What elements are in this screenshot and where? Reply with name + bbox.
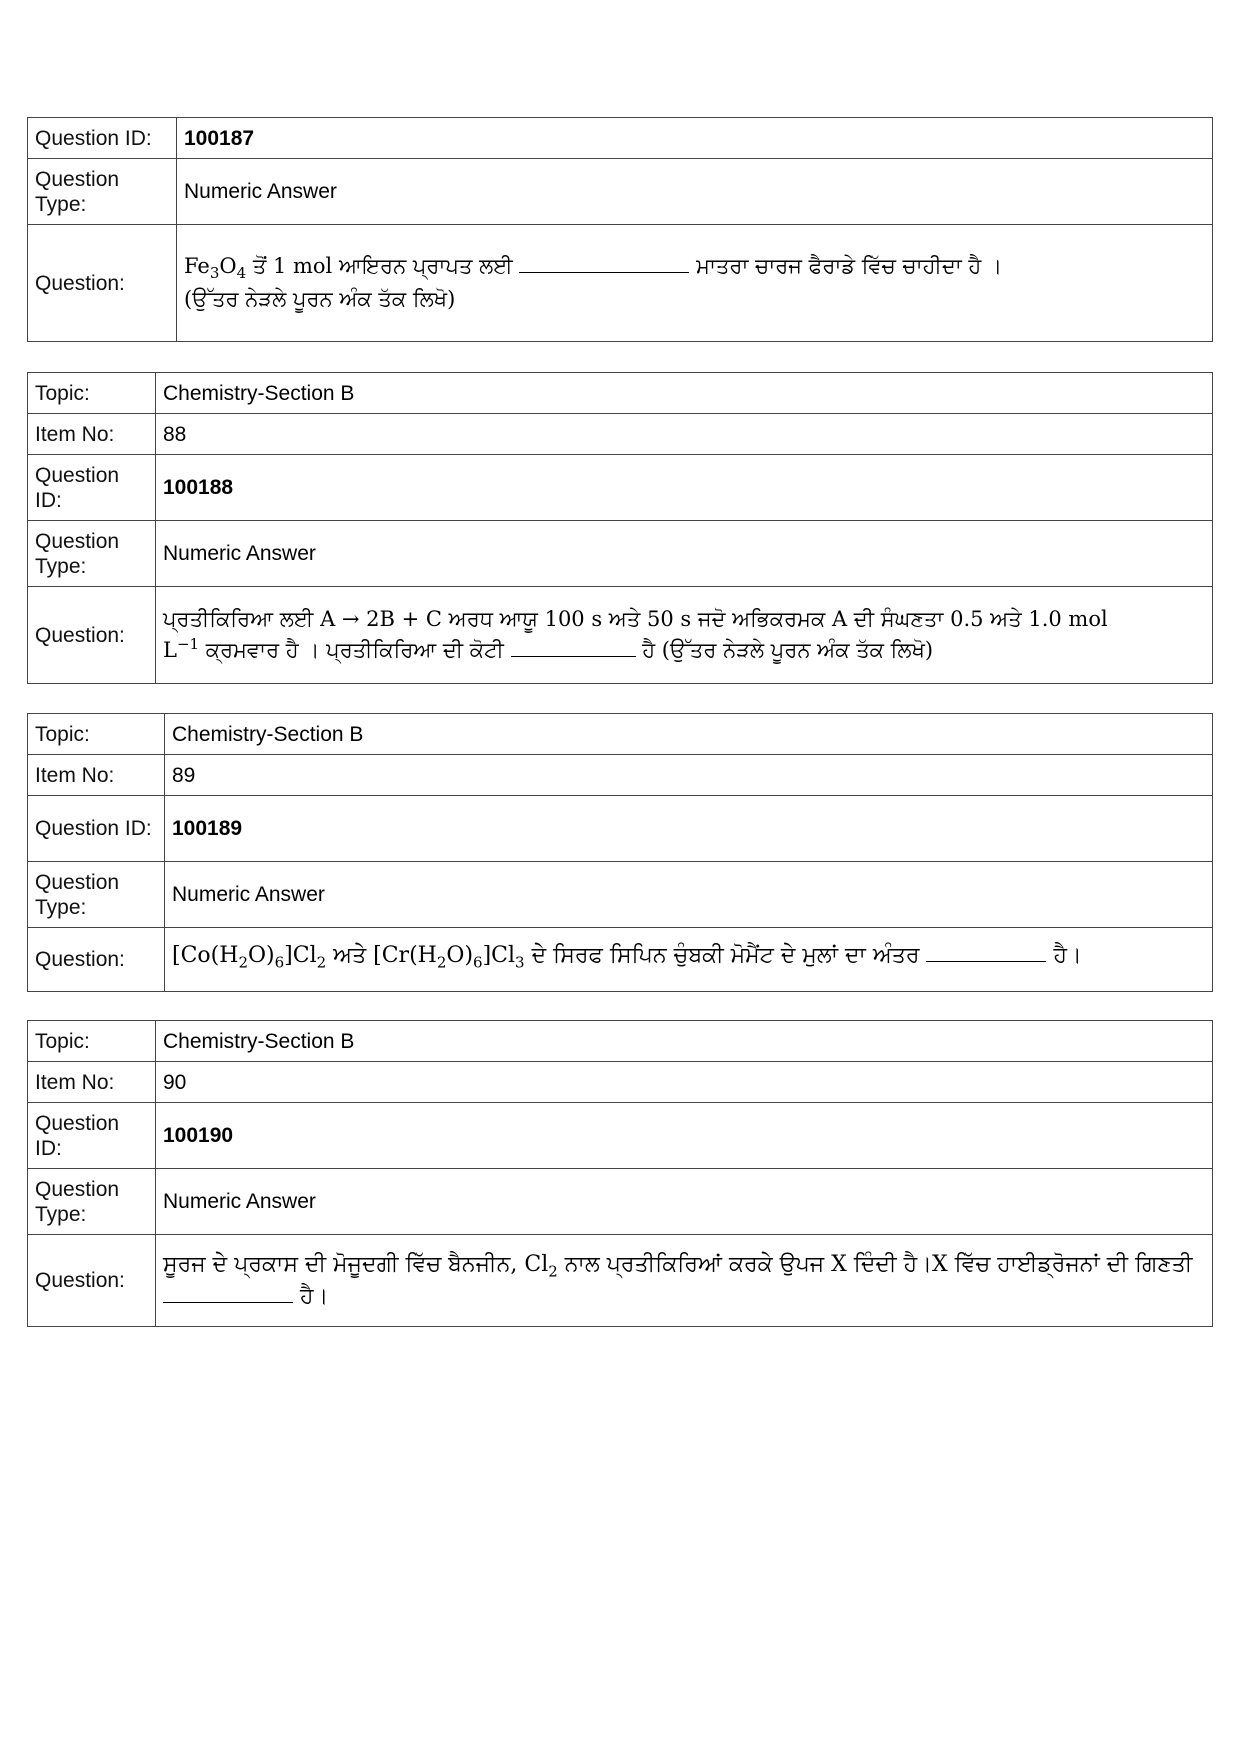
question-id-value: 100188 (156, 455, 1213, 521)
question-text: $[Co(H_2O)_6]Cl_2$ ਅਤੇ $[Cr(H_2O)_6]Cl_3$ ਦੇ ਸਿਰਫ ਸਿਪਿਨ ਚੁੰਬਕੀ ਮੋਮੈਂਟ ਦੇ ਮੁਲਾਂ ਦਾ ਅੰਤਰ ਹੈ। (165, 928, 1213, 992)
topic-value: Chemistry-Section B (165, 714, 1213, 755)
item-no-label: Item No: (28, 414, 156, 455)
question-block-100190 (27, 1020, 1213, 1327)
answer-blank (926, 960, 1046, 962)
answer-blank (511, 655, 636, 657)
question-label: Question: (28, 1235, 156, 1327)
answer-blank (163, 1301, 293, 1303)
question-id-label: Question ID: (28, 118, 177, 159)
topic-value: Chemistry-Section B (156, 373, 1213, 414)
question-id-value: 100189 (165, 796, 1213, 862)
question-type-label: Question Type: (28, 521, 156, 587)
question-block-100187 (27, 117, 1213, 342)
topic-label: Topic: (28, 373, 156, 414)
question-type-value: Numeric Answer (177, 159, 1213, 225)
question-block-100189 (27, 713, 1213, 992)
question-type-value: Numeric Answer (165, 862, 1213, 928)
question-label: Question: (28, 225, 177, 342)
question-type-label: Question Type: (28, 862, 165, 928)
item-no-label: Item No: (28, 1062, 156, 1103)
topic-value: Chemistry-Section B (156, 1021, 1213, 1062)
question-type-value: Numeric Answer (156, 521, 1213, 587)
item-no-label: Item No: (28, 755, 165, 796)
topic-label: Topic: (28, 714, 165, 755)
question-label: Question: (28, 928, 165, 992)
question-type-label: Question Type: (28, 1169, 156, 1235)
topic-label: Topic: (28, 1021, 156, 1062)
item-no-value: 90 (156, 1062, 1213, 1103)
item-no-value: 88 (156, 414, 1213, 455)
question-id-label: Question ID: (28, 796, 165, 862)
question-id-label: Question ID: (28, 455, 156, 521)
question-text: $Fe_3O_4$ ਤੋਂ 1 mol ਆਇਰਨ ਪ੍ਰਾਪਤ ਲਈ ਮਾਤਰਾ ਚਾਰਜ ਫੈਰਾਡੇ ਵਿੱਚ ਚਾਹੀਦਾ ਹੈ । (ਉੱਤਰ ਨੇੜਲੇ ਪੂਰਨ ਅੰਕ ਤੱਕ ਲਿਖੋ) (177, 225, 1213, 342)
question-id-label: Question ID: (28, 1103, 156, 1169)
question-id-value: 100187 (177, 118, 1213, 159)
question-type-label: Question Type: (28, 159, 177, 225)
question-id-value: 100190 (156, 1103, 1213, 1169)
question-block-100188 (27, 372, 1213, 684)
question-label: Question: (28, 587, 156, 684)
question-text: ਸੂਰਜ ਦੇ ਪ੍ਰਕਾਸ ਦੀ ਮੋਜੂਦਗੀ ਵਿੱਚ ਬੈਨਜੀਨ, $Cl_2$ ਨਾਲ ਪ੍ਰਤੀਕਿਰਿਆਂ ਕਰਕੇ ਉਪਜ X ਦਿੰਦੀ ਹੈ।X ਵਿੱਚ ਹਾਈਡ੍ਰੋਜਨਾਂ ਦੀ ਗਿਣਤੀ ਹੈ। (156, 1235, 1213, 1327)
question-text: ਪ੍ਰਤੀਕਿਰਿਆ ਲਈ A → 2B + C ਅਰਧ ਆਯੂ 100 s ਅਤੇ 50 s ਜਦੋ ਅਭਿਕਰਮਕ A ਦੀ ਸੰਘਣਤਾ 0.5 ਅਤੇ 1.0 mol $L^{-1}$ ਕ੍ਰਮਵਾਰ ਹੈ । ਪ੍ਰਤੀਕਿਰਿਆ ਦੀ ਕੋਟੀ ਹੈ (ਉੱਤਰ ਨੇੜਲੇ ਪੂਰਨ ਅੰਕ ਤੱਕ ਲਿਖੋ) (156, 587, 1213, 684)
question-type-value: Numeric Answer (156, 1169, 1213, 1235)
item-no-value: 89 (165, 755, 1213, 796)
answer-blank (519, 271, 689, 273)
